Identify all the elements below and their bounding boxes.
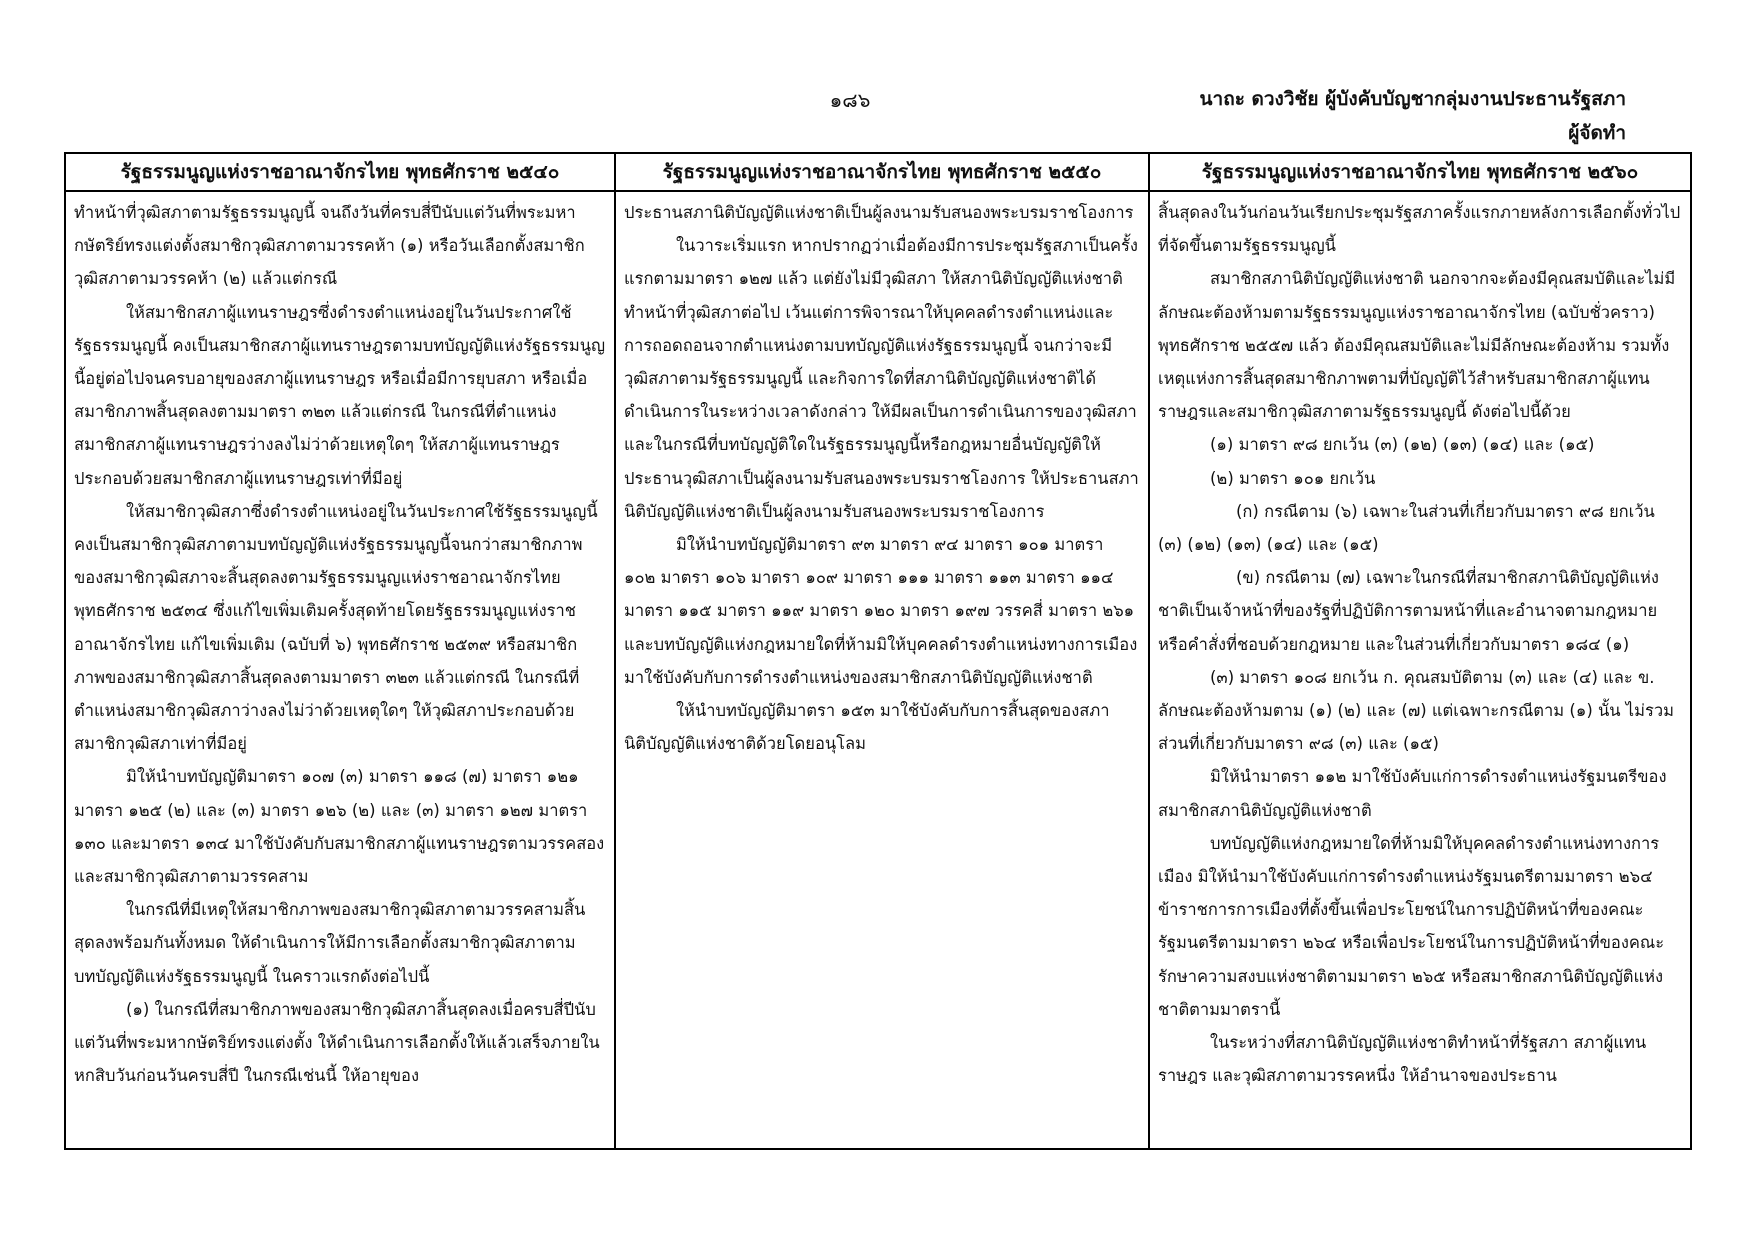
paragraph: ในกรณีที่มีเหตุให้สมาชิกภาพของสมาชิกวุฒิสภาตามวรรคสามสิ้นสุดลงพร้อมกันทั้งหมด ให้ดำเนินการให้มีการเลือกตั้งสมาชิกวุฒิสภาตามบทบัญญัติแห่งรัฐธรรมนูญนี้ ในคราวแรกดังต่อไปนี้ [74,900,586,986]
comparison-table [64,152,1692,1150]
author-line: นาถะ ดวงวิชัย ผู้บังคับบัญชากลุ่มงานประธานรัฐสภา [1199,88,1626,110]
paragraph: (๑) ในกรณีที่สมาชิกภาพของสมาชิกวุฒิสภาสิ้นสุดลงเมื่อครบสี่ปีนับแต่วันที่พระมหากษัตริย์ทรงแต่งตั้ง ให้ดำเนินการเลือกตั้งให้แล้วเสร็จภายในหกสิบวันก่อนวันครบสี่ปี ในกรณีเช่นนี้ ให้อายุของ [74,999,600,1086]
paragraph: สิ้นสุดลงในวันก่อนวันเรียกประชุมรัฐสภาครั้งแรกภายหลังการเลือกตั้งทั่วไปที่จัดขึ้นตามรัฐธรรมนูญนี้ [1158,203,1681,256]
paragraph: ประธานสภานิติบัญญัติแห่งชาติเป็นผู้ลงนามรับสนองพระบรมราชโองการ [624,203,1134,222]
paragraph: (ก) กรณีตาม (๖) เฉพาะในส่วนที่เกี่ยวกับมาตรา ๙๘ ยกเว้น (๓) (๑๒) (๑๓) (๑๔) และ (๑๕) [1158,501,1655,555]
paragraph: (๓) มาตรา ๑๐๘ ยกเว้น ก. คุณสมบัติตาม (๓) และ (๔) และ ข. ลักษณะต้องห้ามตาม (๑) (๒) และ (๗) แต่เฉพาะกรณีตาม (๑) นั้น ไม่รวมส่วนที่เกี่ยวกับมาตรา ๙๘ (๓) และ (๑๕) [1158,667,1674,754]
column-heading-2550: รัฐธรรมนูญแห่งราชอาณาจักรไทย พุทธศักราช ๒๕๕๐ [615,153,1149,191]
table-body-row [65,191,1691,1149]
paragraph: ทำหน้าที่วุฒิสภาตามรัฐธรรมนูญนี้ จนถึงวันที่ครบสี่ปีนับแต่วันที่พระมหากษัตริย์ทรงแต่งตั้งสมาชิกวุฒิสภาตามวรรคห้า (๑) หรือวันเลือกตั้งสมาชิกวุฒิสภาตามวรรคห้า (๒) แล้วแต่กรณี [74,203,585,289]
paragraph: ในวาระเริ่มแรก หากปรากฏว่าเมื่อต้องมีการประชุมรัฐสภาเป็นครั้งแรกตามมาตรา ๑๒๗ แล้ว แต่ยังไม่มีวุฒิสภา ให้สภานิติบัญญัติแห่งชาติทำหน้าที่วุฒิสภาต่อไป เว้นแต่การพิจารณาให้บุคคลดำรงตำแหน่งและการถอดถอนจากตำแหน่งตามบทบัญญัติแห่งรัฐธรรมนูญนี้ จนกว่าจะมีวุฒิสภาตามรัฐธรรมนูญนี้ และกิจการใดที่สภานิติบัญญัติแห่งชาติได้ดำเนินการในระหว่างเวลาดังกล่าว ให้มีผลเป็นการดำเนินการของวุฒิสภา และในกรณีที่บทบัญญัติใดในรัฐธรรมนูญนี้หรือกฎหมายอื่นบัญญัติให้ประธานวุฒิสภาเป็นผู้ลงนามรับสนองพระบรมราชโองการ ให้ประธานสภานิติบัญญัติแห่งชาติเป็นผู้ลงนามรับสนองพระบรมราชโองการ [624,236,1139,521]
column-2550-text [615,191,1149,1149]
column-2540-text [65,191,615,1149]
paragraph: มิให้นำบทบัญญัติมาตรา ๙๓ มาตรา ๙๔ มาตรา ๑๐๑ มาตรา ๑๐๒ มาตรา ๑๐๖ มาตรา ๑๐๙ มาตรา ๑๑๑ มาตรา ๑๑๓ มาตรา ๑๑๔ มาตรา ๑๑๕ มาตรา ๑๑๙ มาตรา ๑๒๐ มาตรา ๑๙๗ วรรคสี่ มาตรา ๒๖๑ และบทบัญญัติแห่งกฎหมายใดที่ห้ามมิให้บุคคลดำรงตำแหน่งทางการเมือง มาใช้บังคับกับการดำรงตำแหน่งของสมาชิกสภานิติบัญญัติแห่งชาติ [624,535,1138,687]
paragraph: มิให้นำมาตรา ๑๑๒ มาใช้บังคับแก่การดำรงตำแหน่งรัฐมนตรีของสมาชิกสภานิติบัญญัติแห่งชาติ [1158,767,1667,820]
paragraph: ในระหว่างที่สภานิติบัญญัติแห่งชาติทำหน้าที่รัฐสภา สภาผู้แทนราษฎร และวุฒิสภาตามวรรคหนึ่ง ให้อำนาจของประธาน [1158,1033,1647,1086]
page-number: ๑๘๖ [829,88,871,112]
paragraph: (ข) กรณีตาม (๗) เฉพาะในกรณีที่สมาชิกสภานิติบัญญัติแห่งชาติเป็นเจ้าหน้าที่ของรัฐที่ปฏิบัติการตามหน้าที่และอำนาจตามกฎหมายหรือคำสั่งที่ชอบด้วยกฎหมาย และในส่วนที่เกี่ยวกับมาตรา ๑๘๔ (๑) [1158,568,1659,654]
paragraph: ให้สมาชิกสภาผู้แทนราษฎรซึ่งดำรงตำแหน่งอยู่ในวันประกาศใช้รัฐธรรมนูญนี้ คงเป็นสมาชิกสภาผู้แทนราษฎรตามบทบัญญัติแห่งรัฐธรรมนูญนี้อยู่ต่อไปจนครบอายุของสภาผู้แทนราษฎร หรือเมื่อมีการยุบสภา หรือเมื่อสมาชิกภาพสิ้นสุดลงตามมาตรา ๓๒๓ แล้วแต่กรณี ในกรณีที่ตำแหน่งสมาชิกสภาผู้แทนราษฎรว่างลงไม่ว่าด้วยเหตุใดๆ ให้สภาผู้แทนราษฎรประกอบด้วยสมาชิกสภาผู้แทนราษฎรเท่าที่มีอยู่ [74,302,606,488]
column-heading-2560: รัฐธรรมนูญแห่งราชอาณาจักรไทย พุทธศักราช ๒๕๖๐ [1149,153,1691,191]
paragraph: สมาชิกสภานิติบัญญัติแห่งชาติ นอกจากจะต้องมีคุณสมบัติและไม่มีลักษณะต้องห้ามตามรัฐธรรมนูญแห่งราชอาณาจักรไทย (ฉบับชั่วคราว) พุทธศักราช ๒๕๕๗ แล้ว ต้องมีคุณสมบัติและไม่มีลักษณะต้องห้าม รวมทั้งเหตุแห่งการสิ้นสุดสมาชิกภาพตามที่บัญญัติไว้สำหรับสมาชิกสภาผู้แทนราษฎรและสมาชิกวุฒิสภาตามรัฐธรรมนูญนี้ ดังต่อไปนี้ด้วย [1158,269,1676,422]
paragraph: บทบัญญัติแห่งกฎหมายใดที่ห้ามมิให้บุคคลดำรงตำแหน่งทางการเมือง มิให้นำมาใช้บังคับแก่การดำรงตำแหน่งรัฐมนตรีตามมาตรา ๒๖๔ ข้าราชการการเมืองที่ตั้งขึ้นเพื่อประโยชน์ในการปฏิบัติหน้าที่ของคณะรัฐมนตรีตามมาตรา ๒๖๔ หรือเพื่อประโยชน์ในการปฏิบัติหน้าที่ของคณะรักษาความสงบแห่งชาติตามมาตรา ๒๖๕ หรือสมาชิกสภานิติบัญญัติแห่งชาติตามมาตรานี้ [1158,833,1665,1019]
column-2560-text [1149,191,1691,1149]
paragraph: มิให้นำบทบัญญัติมาตรา ๑๐๗ (๓) มาตรา ๑๑๘ (๗) มาตรา ๑๒๑ มาตรา ๑๒๕ (๒) และ (๓) มาตรา ๑๒๖ (๒) และ (๓) มาตรา ๑๒๗ มาตรา ๑๓๐ และมาตรา ๑๓๔ มาใช้บังคับกับสมาชิกสภาผู้แทนราษฎรตามวรรคสองและสมาชิกวุฒิสภาตามวรรคสาม [74,767,605,887]
paragraph: (๒) มาตรา ๑๐๑ ยกเว้น [1210,468,1376,488]
paragraph: ให้นำบทบัญญัติมาตรา ๑๕๓ มาใช้บังคับกับการสิ้นสุดของสภานิติบัญญัติแห่งชาติด้วยโดยอนุโลม [624,701,1110,754]
author-block [1200,82,1626,150]
table-header-row [65,153,1691,191]
paragraph: ให้สมาชิกวุฒิสภาซึ่งดำรงตำแหน่งอยู่ในวันประกาศใช้รัฐธรรมนูญนี้ คงเป็นสมาชิกวุฒิสภาตามบทบัญญัติแห่งรัฐธรรมนูญนี้จนกว่าสมาชิกภาพของสมาชิกวุฒิสภาจะสิ้นสุดลงตามรัฐธรรมนูญแห่งราชอาณาจักรไทย พุทธศักราช ๒๕๓๔ ซึ่งแก้ไขเพิ่มเติมครั้งสุดท้ายโดยรัฐธรรมนูญแห่งราชอาณาจักรไทย แก้ไขเพิ่มเติม (ฉบับที่ ๖) พุทธศักราช ๒๕๓๙ หรือสมาชิกภาพของสมาชิกวุฒิสภาสิ้นสุดลงตามมาตรา ๓๒๓ แล้วแต่กรณี ในกรณีที่ตำแหน่งสมาชิกวุฒิสภาว่างลงไม่ว่าด้วยเหตุใดๆ ให้วุฒิสภาประกอบด้วยสมาชิกวุฒิสภาเท่าที่มีอยู่ [74,501,598,754]
column-heading-2540: รัฐธรรมนูญแห่งราชอาณาจักรไทย พุทธศักราช ๒๕๔๐ [65,153,615,191]
paragraph: (๑) มาตรา ๙๘ ยกเว้น (๓) (๑๒) (๑๓) (๑๔) และ (๑๕) [1210,435,1595,455]
author-role: ผู้จัดทำ [1568,122,1626,144]
